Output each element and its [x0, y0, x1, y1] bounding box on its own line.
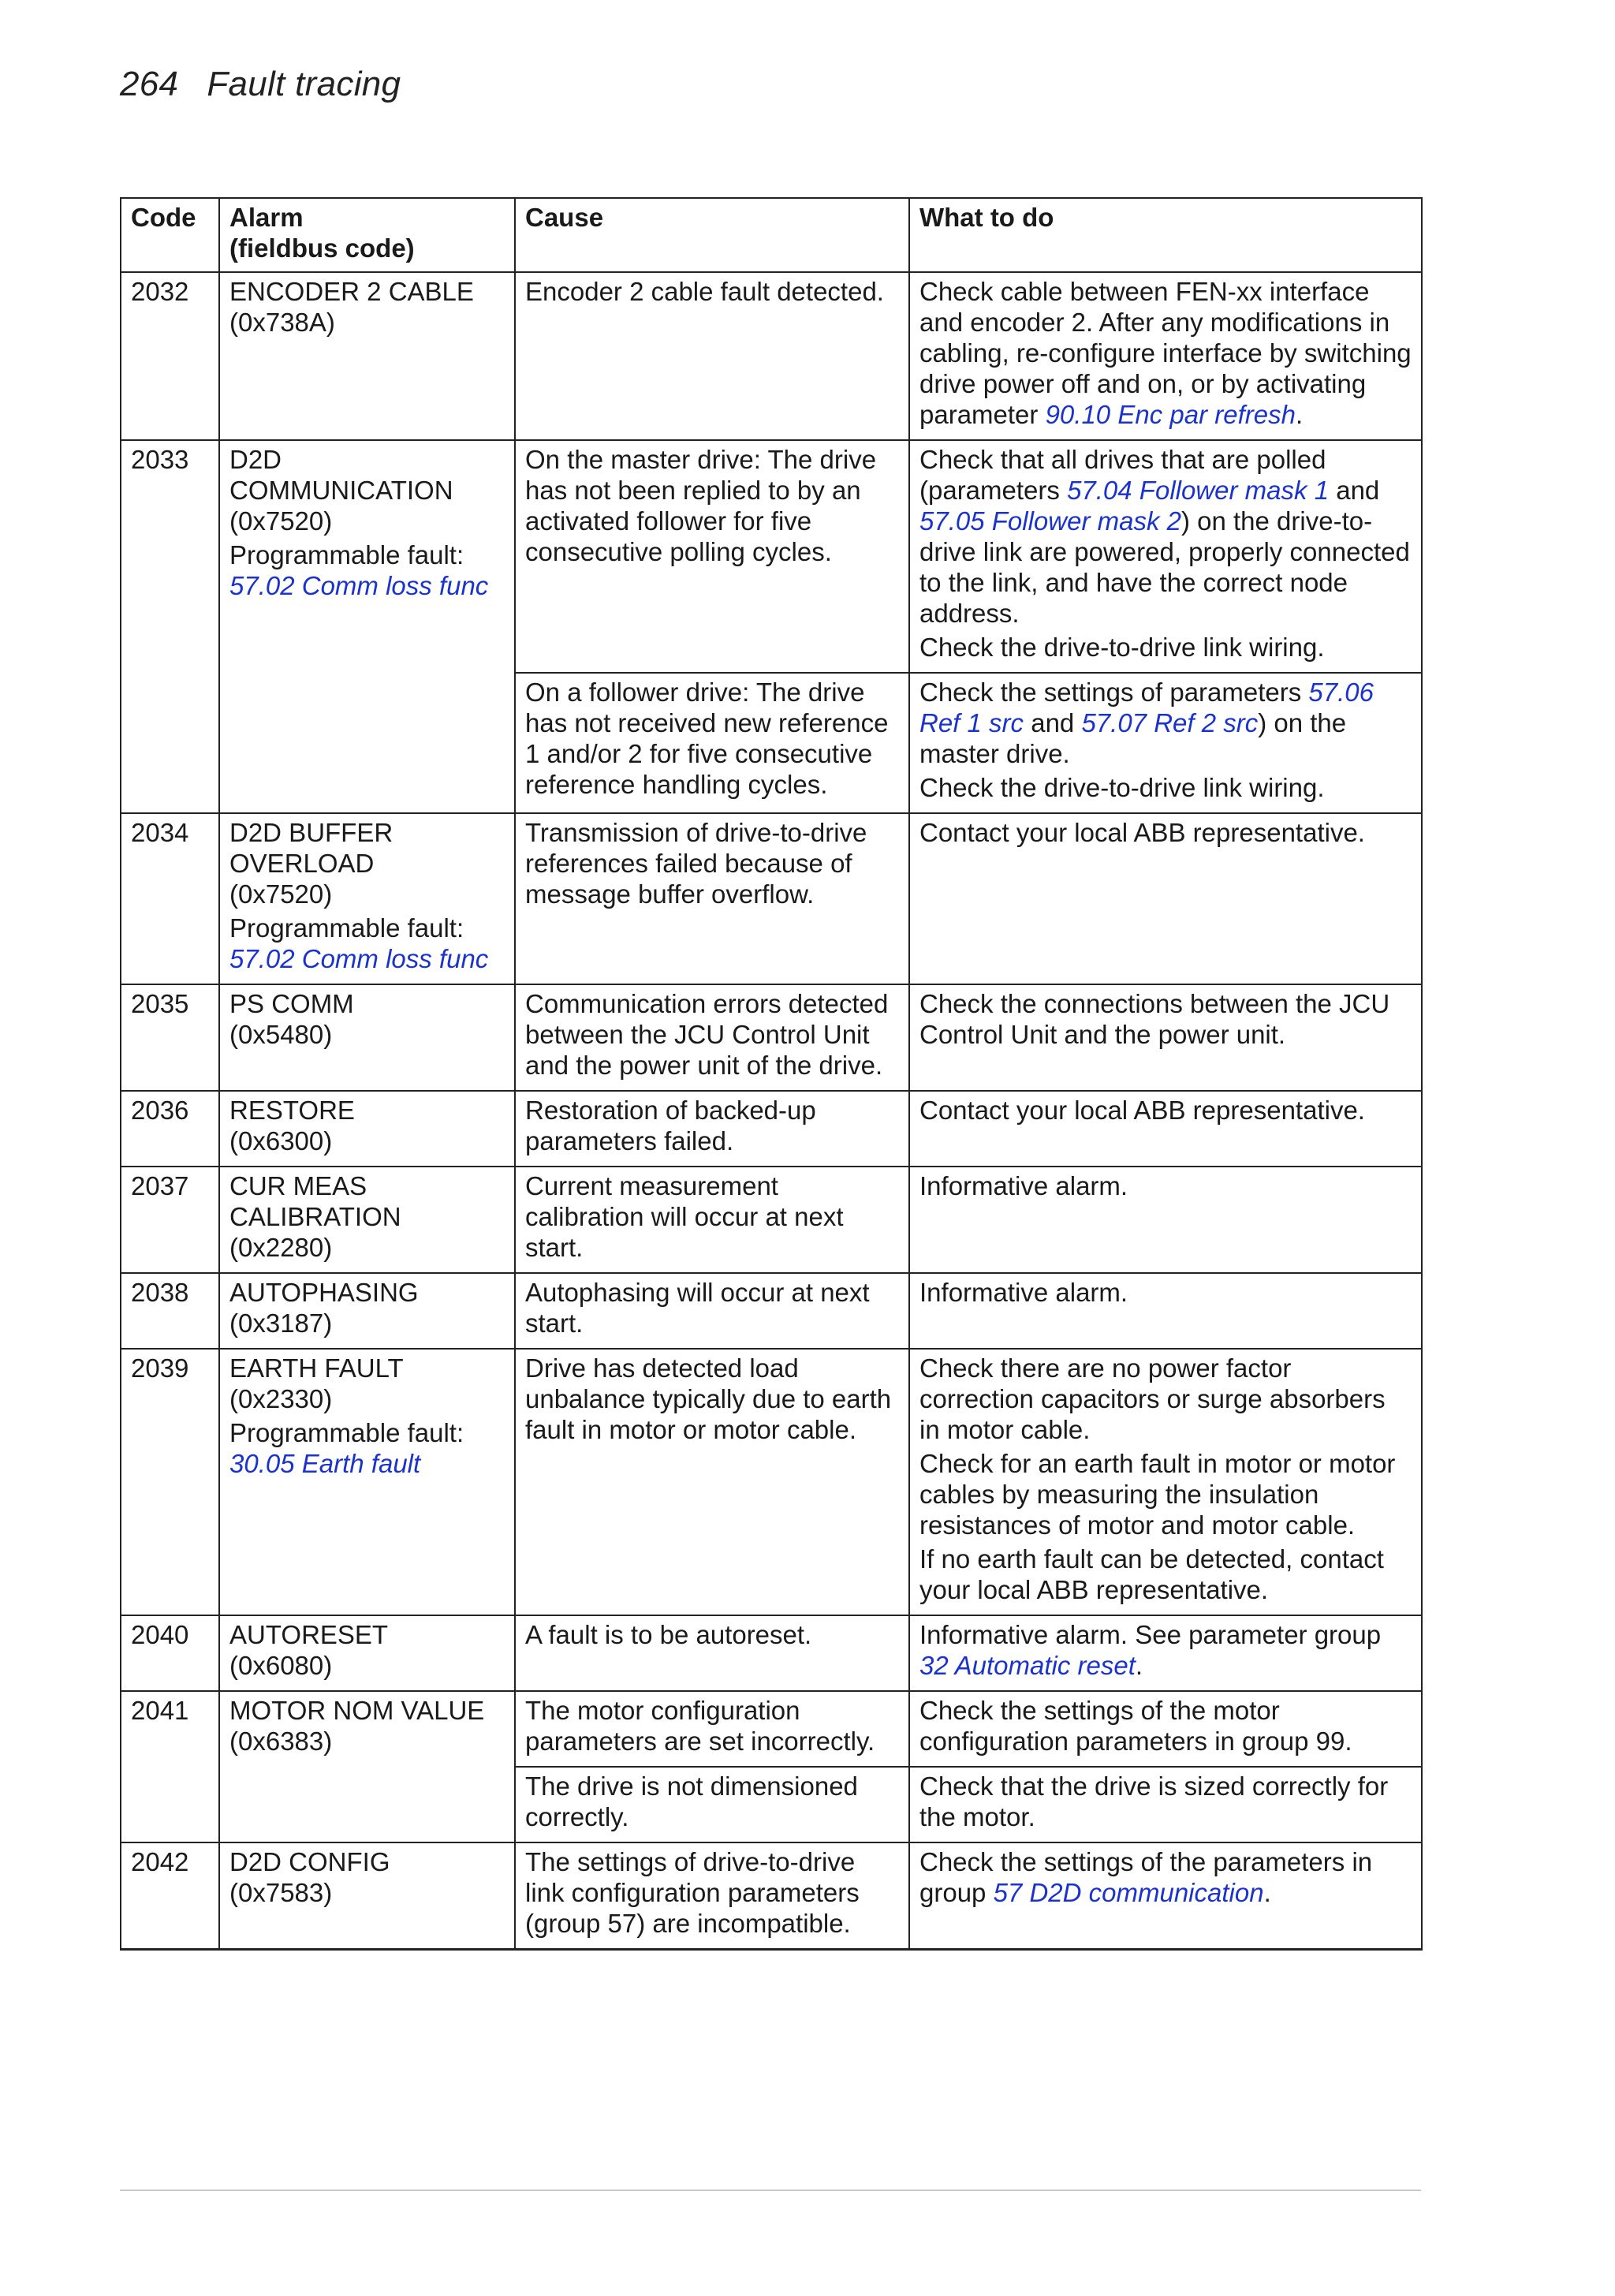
header-what-to-do: What to do	[909, 198, 1422, 272]
action-text-end: .	[1135, 1651, 1143, 1680]
action-text: Check the drive-to-drive link wiring.	[919, 633, 1325, 662]
programmable-fault-label: Programmable fault:	[229, 913, 464, 943]
alarm-code: 2036	[121, 1091, 219, 1167]
fieldbus-code: (0x2280)	[229, 1233, 333, 1262]
fieldbus-code: (0x7583)	[229, 1878, 333, 1907]
alarm-code: 2039	[121, 1349, 219, 1615]
action-text: Check the settings of parameters	[919, 678, 1309, 707]
alarm-action	[909, 673, 1422, 813]
table-row	[121, 1691, 1422, 1767]
alarm-cause: Restoration of backed-up parameters failed.	[515, 1091, 909, 1167]
alarm-action: Check that the drive is sized correctly for the motor.	[909, 1767, 1422, 1842]
alarm-code: 2032	[121, 272, 219, 440]
alarm-title: D2D BUFFER OVERLOAD	[229, 818, 393, 878]
alarm-name	[219, 440, 515, 813]
action-text: and	[1329, 476, 1380, 505]
header-alarm-line1: Alarm	[229, 203, 304, 232]
alarm-code: 2038	[121, 1273, 219, 1349]
action-text: ) on the master drive.	[919, 708, 1347, 768]
footer-divider	[120, 2190, 1421, 2191]
header-alarm	[219, 198, 515, 272]
action-text-end: .	[1263, 1878, 1271, 1907]
table-row	[121, 1167, 1422, 1273]
alarm-cause: The settings of drive-to-drive link configuration parameters (group 57) are incompatible.	[515, 1842, 909, 1950]
alarm-name	[219, 1842, 515, 1950]
action-text: Check cable between FEN-xx interface and encoder 2. After any modifications in cabling, re-configure interface by switching drive power off and on, or by activating parameter	[919, 277, 1412, 429]
alarm-action: Informative alarm.	[909, 1167, 1422, 1273]
alarm-title: ENCODER 2 CABLE	[229, 277, 474, 306]
table-row	[121, 440, 1422, 673]
parameter-link[interactable]: 90.10 Enc par refresh	[1045, 400, 1296, 429]
alarm-title: D2D CONFIG	[229, 1847, 390, 1876]
alarm-cause: Autophasing will occur at next start.	[515, 1273, 909, 1349]
table-row	[121, 813, 1422, 984]
table-row	[121, 1349, 1422, 1615]
parameter-link[interactable]: 57.04 Follower mask 1	[1067, 476, 1330, 505]
alarm-cause: The motor configuration parameters are set incorrectly.	[515, 1691, 909, 1767]
action-text: Check that all drives that are polled (parameters	[919, 445, 1326, 505]
action-text: ) on the drive-to-drive link are powered, properly connected to the link, and have the correct node address.	[919, 506, 1410, 628]
fieldbus-code: (0x7520)	[229, 506, 333, 536]
parameter-link[interactable]: 32 Automatic reset	[919, 1651, 1136, 1680]
fieldbus-code: (0x2330)	[229, 1384, 333, 1413]
alarm-cause: Drive has detected load unbalance typically due to earth fault in motor or motor cable.	[515, 1349, 909, 1615]
alarm-action: Contact your local ABB representative.	[909, 813, 1422, 984]
action-text: If no earth fault can be detected, contact your local ABB representative.	[919, 1544, 1384, 1604]
alarm-cause: On the master drive: The drive has not been replied to by an activated follower for five consecutive polling cycles.	[515, 440, 909, 673]
page-header	[120, 65, 401, 104]
alarm-name	[219, 1273, 515, 1349]
table-row	[121, 984, 1422, 1091]
alarm-name	[219, 984, 515, 1091]
action-text: Check the settings of the parameters in group	[919, 1847, 1373, 1907]
alarm-action	[909, 1615, 1422, 1691]
header-code: Code	[121, 198, 219, 272]
alarm-action	[909, 1842, 1422, 1950]
alarm-name	[219, 1349, 515, 1615]
alarm-title: CUR MEAS CALIBRATION	[229, 1171, 401, 1231]
programmable-fault-link[interactable]: 57.02 Comm loss func	[229, 571, 489, 600]
alarm-cause: The drive is not dimensioned correctly.	[515, 1767, 909, 1842]
alarm-cause: A fault is to be autoreset.	[515, 1615, 909, 1691]
action-text-end: .	[1295, 400, 1304, 429]
alarm-code: 2040	[121, 1615, 219, 1691]
alarm-cause: Current measurement calibration will occur at next start.	[515, 1167, 909, 1273]
alarm-action: Informative alarm.	[909, 1273, 1422, 1349]
alarm-cause: On a follower drive: The drive has not received new reference 1 and/or 2 for five consecutive reference handling cycles.	[515, 673, 909, 813]
alarm-code: 2035	[121, 984, 219, 1091]
alarm-title: AUTORESET	[229, 1620, 389, 1649]
table-row	[121, 272, 1422, 440]
alarm-code: 2042	[121, 1842, 219, 1950]
action-text: and	[1024, 708, 1082, 737]
fieldbus-code: (0x7520)	[229, 879, 333, 909]
table-row	[121, 1842, 1422, 1950]
alarm-action: Check the settings of the motor configuration parameters in group 99.	[909, 1691, 1422, 1767]
parameter-link[interactable]: 57.06 Ref 1 src	[919, 678, 1374, 737]
alarm-code: 2041	[121, 1691, 219, 1842]
alarm-name	[219, 1691, 515, 1842]
alarm-name	[219, 1091, 515, 1167]
fieldbus-code: (0x5480)	[229, 1020, 333, 1049]
table-row	[121, 1273, 1422, 1349]
header-alarm-line2: (fieldbus code)	[229, 233, 415, 263]
alarm-action: Check the connections between the JCU Control Unit and the power unit.	[909, 984, 1422, 1091]
fieldbus-code: (0x6300)	[229, 1126, 333, 1155]
alarm-title: RESTORE	[229, 1096, 355, 1125]
alarm-action	[909, 1349, 1422, 1615]
alarm-action	[909, 440, 1422, 673]
table-row	[121, 1615, 1422, 1691]
alarm-title: PS COMM	[229, 989, 354, 1018]
table-header-row	[121, 198, 1422, 272]
action-text: Check for an earth fault in motor or motor cables by measuring the insulation resistances of motor and motor cable.	[919, 1449, 1396, 1540]
alarm-title: MOTOR NOM VALUE	[229, 1696, 485, 1725]
page-number: 264	[120, 65, 179, 103]
alarm-action	[909, 272, 1422, 440]
alarm-cause: Communication errors detected between the JCU Control Unit and the power unit of the drive.	[515, 984, 909, 1091]
header-cause: Cause	[515, 198, 909, 272]
alarm-code: 2037	[121, 1167, 219, 1273]
action-text: Check the drive-to-drive link wiring.	[919, 773, 1325, 802]
parameter-link[interactable]: 57.05 Follower mask 2	[919, 506, 1181, 536]
action-text: Check there are no power factor correction capacitors or surge absorbers in motor cable.	[919, 1353, 1386, 1444]
fault-table	[120, 197, 1423, 1951]
fieldbus-code: (0x6080)	[229, 1651, 333, 1680]
fieldbus-code: (0x738A)	[229, 308, 335, 337]
alarm-name	[219, 1167, 515, 1273]
alarm-cause: Encoder 2 cable fault detected.	[515, 272, 909, 440]
programmable-fault-link[interactable]: 57.02 Comm loss func	[229, 944, 489, 973]
parameter-link[interactable]: 57 D2D communication	[993, 1878, 1264, 1907]
alarm-cause: Transmission of drive-to-drive references failed because of message buffer overflow.	[515, 813, 909, 984]
alarm-action: Contact your local ABB representative.	[909, 1091, 1422, 1167]
section-title: Fault tracing	[207, 65, 401, 103]
alarm-name	[219, 1615, 515, 1691]
alarm-title: EARTH FAULT	[229, 1353, 404, 1383]
alarm-name	[219, 272, 515, 440]
alarm-code: 2033	[121, 440, 219, 813]
fieldbus-code: (0x3187)	[229, 1309, 333, 1338]
programmable-fault-label: Programmable fault:	[229, 540, 464, 569]
alarm-code: 2034	[121, 813, 219, 984]
programmable-fault-link[interactable]: 30.05 Earth fault	[229, 1449, 421, 1478]
alarm-name	[219, 813, 515, 984]
action-text: Informative alarm. See parameter group	[919, 1620, 1382, 1649]
alarm-title: AUTOPHASING	[229, 1278, 419, 1307]
parameter-link[interactable]: 57.07 Ref 2 src	[1081, 708, 1259, 737]
table-row	[121, 1091, 1422, 1167]
fieldbus-code: (0x6383)	[229, 1727, 333, 1756]
alarm-title: D2D COMMUNICATION	[229, 445, 453, 505]
programmable-fault-label: Programmable fault:	[229, 1418, 464, 1447]
